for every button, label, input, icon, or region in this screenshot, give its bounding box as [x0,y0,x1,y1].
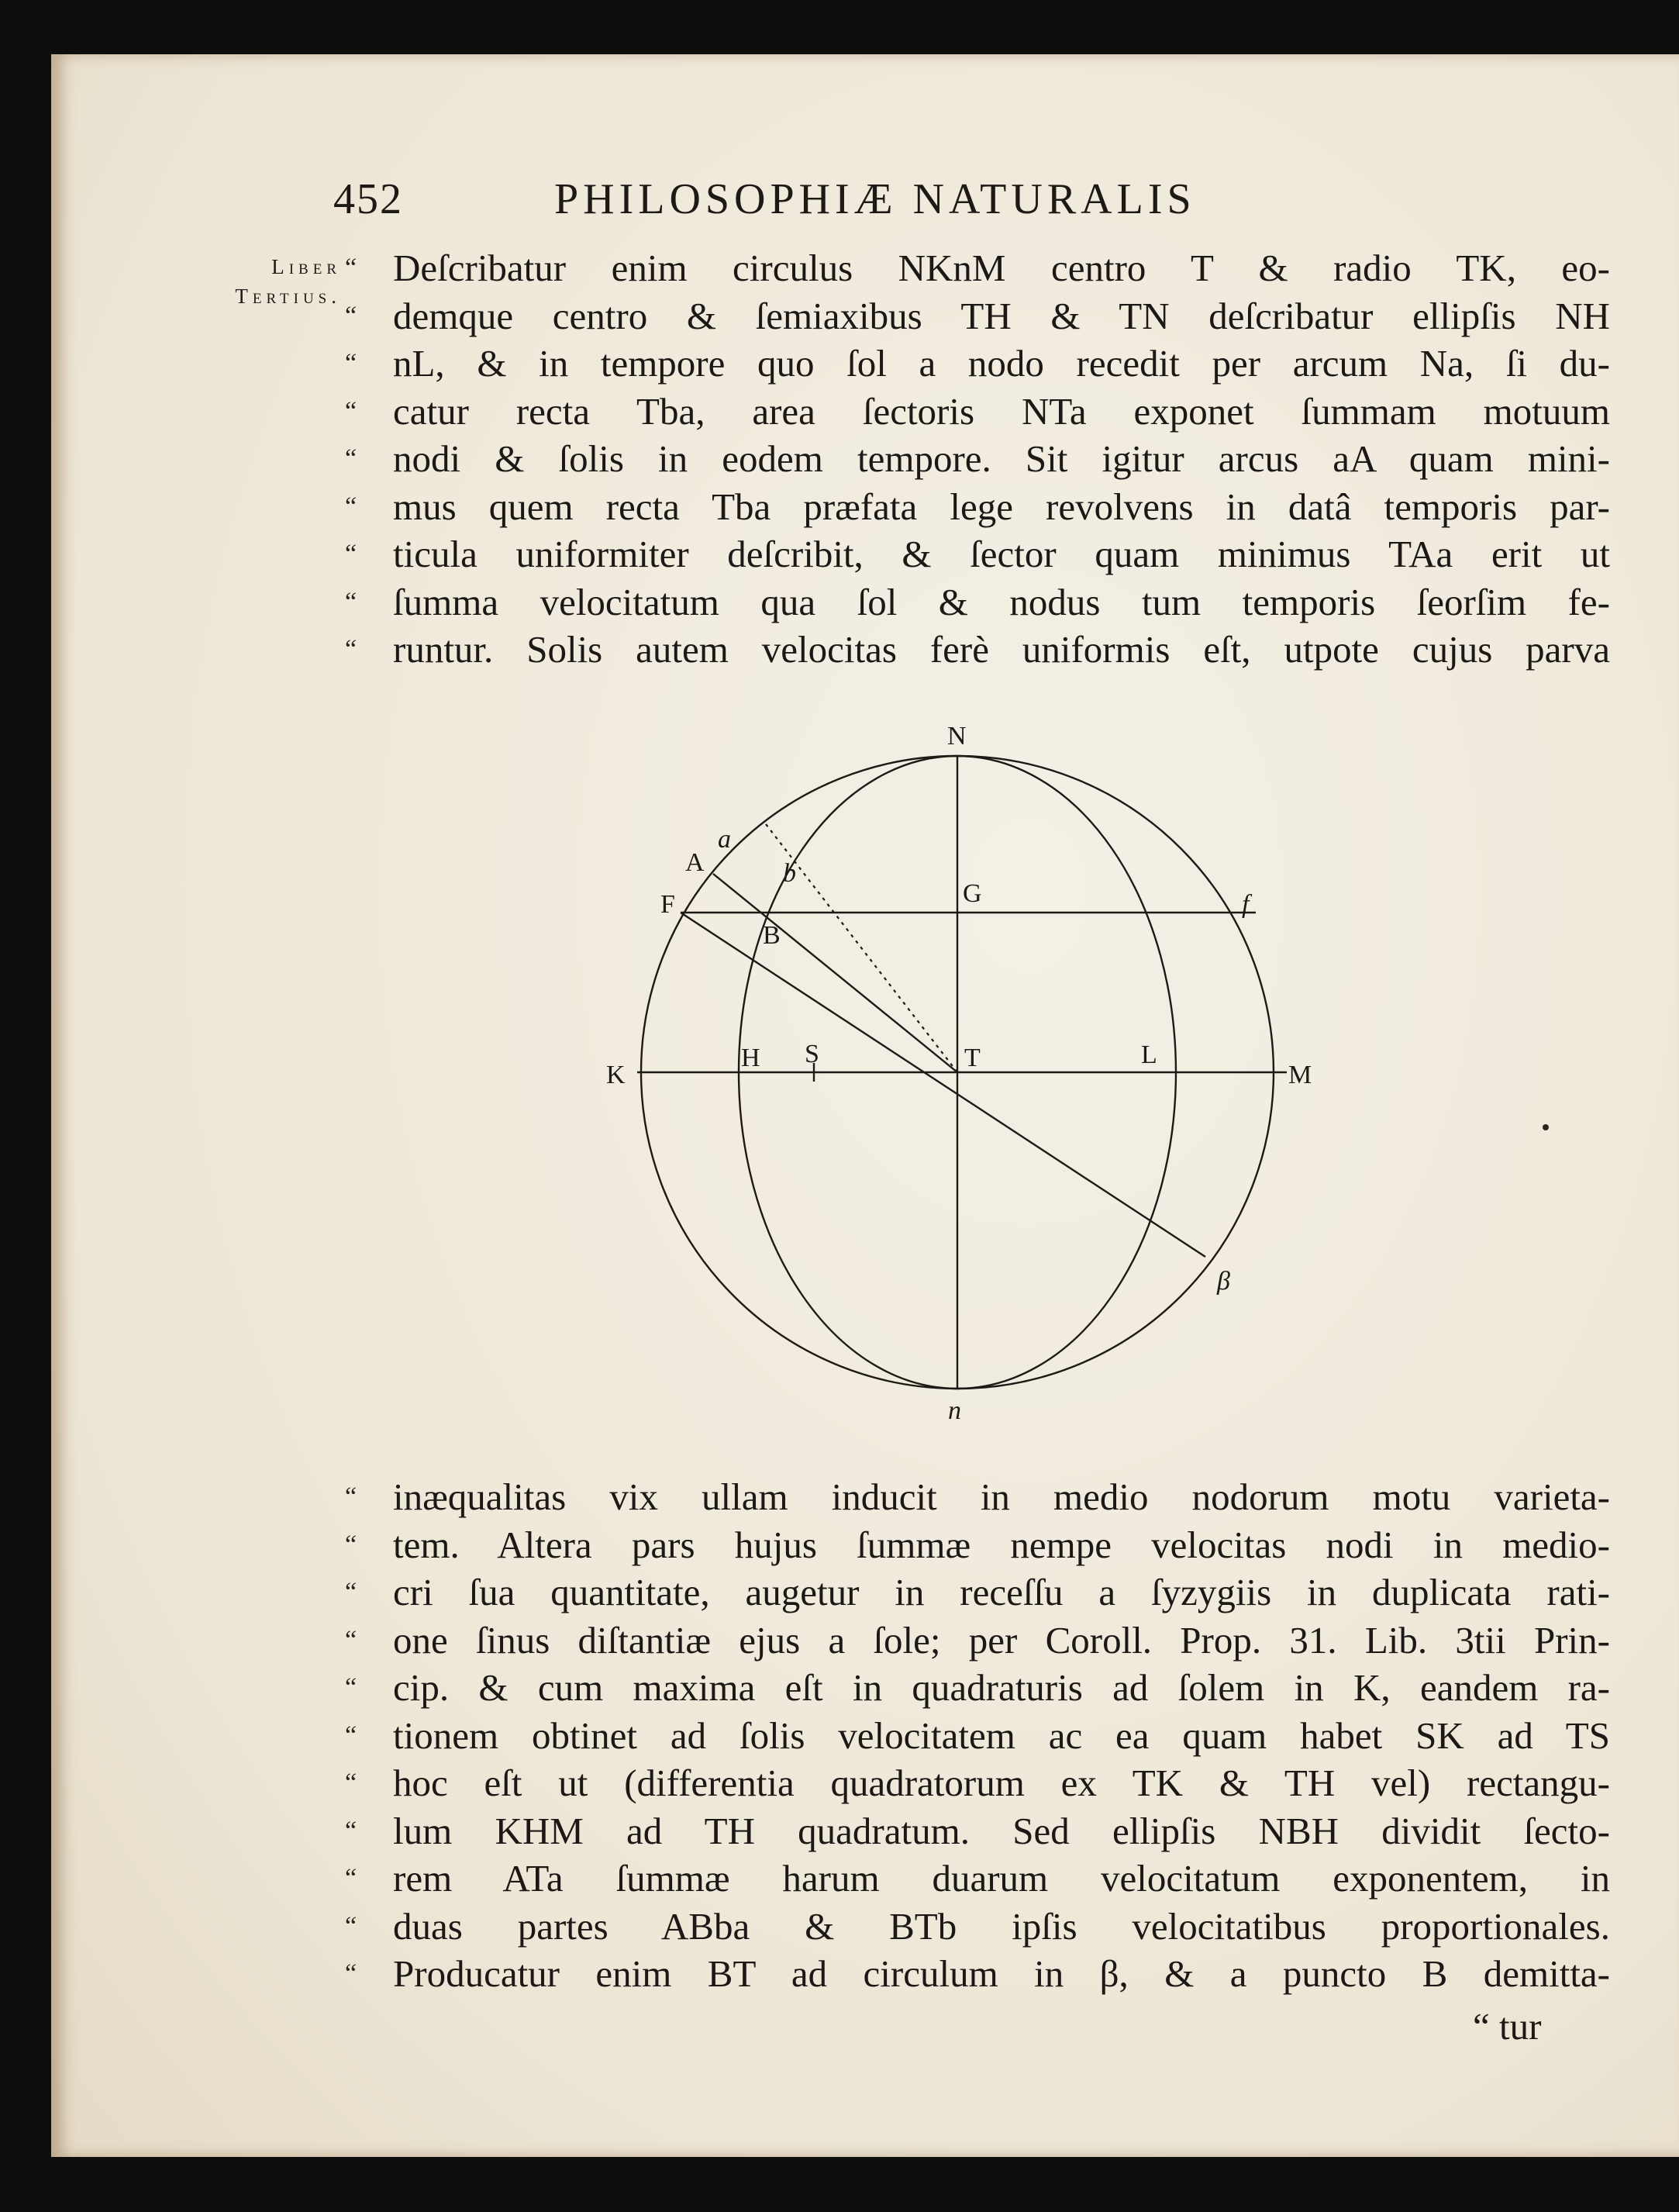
line-text: cip. & cum maxima eſt in quadraturis ad ſolem in K, eandem ra- [393,1666,1610,1709]
text-line [345,1712,1610,1760]
quote-mark: “ [345,1769,357,1797]
text-line [345,1759,1610,1807]
line-text: tionem obtinet ad ſolis velocitatem ac ea quam habet SK ad TS [393,1713,1610,1757]
quote-mark: “ [345,1530,357,1559]
quote-mark: “ [345,301,357,330]
text-line [345,292,1610,340]
label-L: L [1141,1040,1157,1069]
text-line [345,1855,1610,1903]
quote-mark: “ [345,1625,357,1655]
quote-mark: “ [345,635,357,664]
label-F: F [660,890,675,919]
line-text: rem ATa ſummæ harum duarum velocitatum exponentem, in [393,1857,1610,1900]
quote-mark: “ [345,587,357,616]
label-H: H [741,1044,760,1072]
quote-mark: “ [345,1959,357,1988]
quote-mark: “ [345,1482,357,1511]
text-line [345,1664,1610,1712]
line-text: nodi & ſolis in eodem tempore. Sit igitur arcus aA quam mini- [393,437,1610,480]
label-N: N [947,722,967,751]
text-line [345,483,1610,531]
label-S: S [805,1040,819,1068]
quote-mark: “ [345,396,357,426]
geometric-figure [589,709,1333,1423]
label-A: A [685,848,705,877]
quote-mark: “ [345,1911,357,1941]
text-line [345,1521,1610,1569]
line-text: runtur. Solis autem velocitas ferè uniformis eſt, utpote cujus parva [393,628,1610,671]
label-G: G [963,879,982,908]
text-line [345,1568,1610,1617]
quote-mark: “ [345,349,357,378]
running-title: PHILOSOPHIÆ NATURALIS [554,175,1196,223]
text-block-top [345,244,1610,674]
line-text: lum KHM ad TH quadratum. Sed ellipſis NBH dividit ſecto- [393,1809,1610,1852]
text-block-bottom [345,1473,1610,1998]
line-text: one ſinus diſtantiæ ejus a ſole; per Coroll. Prop. 31. Lib. 3tii Prin- [393,1618,1610,1662]
page-number: 452 [333,175,403,223]
catchword: “ tur [1473,2005,1542,2048]
quote-mark: “ [345,540,357,568]
quote-mark: “ [345,1578,357,1606]
line-text: Deſcribatur enim circulus NKnM centro T & radio TK, eo- [393,247,1610,289]
line-text: tem. Altera pars hujus ſummæ nempe velocitas nodi in medio- [393,1523,1610,1566]
label-M: M [1288,1061,1312,1089]
line-text: ſumma velocitatum qua ſol & nodus tum temporis ſeorſim fe- [393,580,1610,623]
quote-mark: “ [345,1864,357,1893]
line-text: hoc eſt ut (differentia quadratorum ex TK & TH vel) rectangu- [393,1762,1610,1804]
quote-mark: “ [345,444,357,473]
text-line [345,340,1610,388]
text-line [345,244,1610,292]
line-text: Producatur enim BT ad circulum in β, & a puncto B demitta- [393,1952,1610,1995]
text-line [345,1950,1610,1998]
line-text: nL, & in tempore quo ſol a nodo recedit per arcum Na, ſi du- [393,342,1610,385]
line-text: demque centro & ſemiaxibus TH & TN deſcribatur ellipſis NH [393,294,1610,337]
text-line [345,626,1610,674]
line-text: catur recta Tba, area ſectoris NTa exponet ſummam motuum [393,389,1610,433]
margin-note-line: Liber [271,255,341,278]
label-beta: β [1217,1267,1230,1296]
text-line [345,1807,1610,1855]
margin-note [186,252,341,311]
line-text: ticula uniformiter deſcribit, & ſector quam minimus TAa erit ut [393,533,1610,575]
text-line [345,435,1610,483]
text-line [345,530,1610,578]
ink-speck [1543,1124,1549,1130]
label-a: a [718,825,731,854]
label-T: T [964,1044,981,1072]
page-header [333,174,1419,236]
line-text: cri ſua quantitate, augetur in receſſu a ſyzygiis in duplicata rati- [393,1571,1610,1613]
text-line [345,1473,1610,1521]
label-b: b [783,859,796,888]
text-line [345,578,1610,626]
text-line [345,1903,1610,1951]
figure-svg [589,709,1333,1423]
quote-mark: “ [345,1720,357,1750]
text-line [345,1617,1610,1665]
label-n: n [948,1396,961,1423]
label-f: f [1242,890,1250,919]
quote-mark: “ [345,254,357,282]
text-line [345,388,1610,436]
quote-mark: “ [345,1816,357,1845]
line-text: inæqualitas vix ullam inducit in medio nodorum motu varieta- [393,1475,1610,1518]
line-text: duas partes ABba & BTb ipſis velocitatibus proportionales. [393,1904,1610,1948]
margin-note-line: Tertius. [235,285,341,308]
quote-mark: “ [345,492,357,521]
label-K: K [606,1061,626,1089]
label-B: B [763,921,781,950]
line-text: mus quem recta Tba præfata lege revolvens in datâ temporis par- [393,485,1610,528]
quote-mark: “ [345,1673,357,1702]
